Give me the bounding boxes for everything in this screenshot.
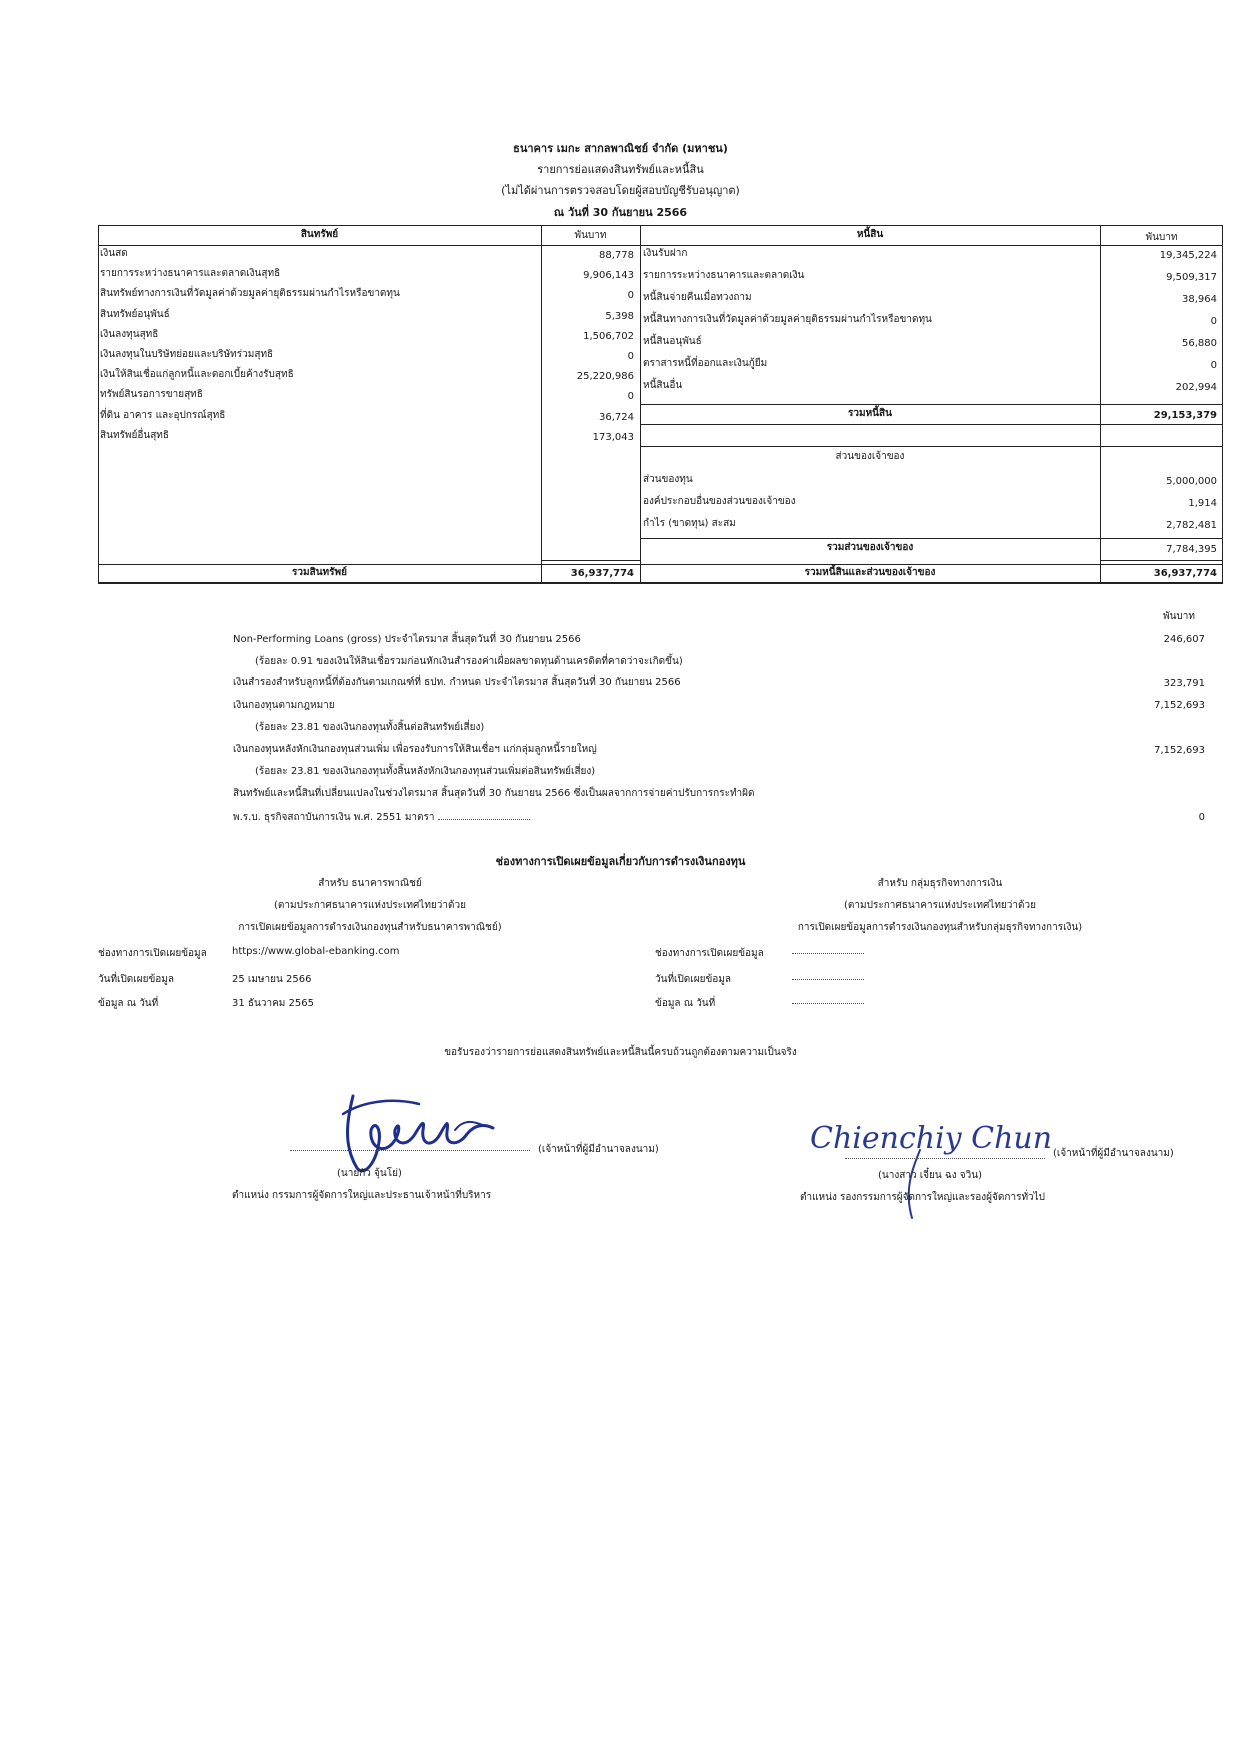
equity-row-value: 2,782,481	[1166, 520, 1217, 531]
total-liabilities-equity-value: 36,937,774	[1153, 568, 1217, 579]
assets-row-label: ทรัพย์สินรอการขายสุทธิ	[100, 389, 203, 401]
left-signer-name: (นายกัว จุ้นโย่)	[337, 1168, 402, 1179]
left-signature-line	[290, 1143, 530, 1154]
changes-label-1: สินทรัพย์และหนี้สินที่เปลี่ยนแปลงในช่วงไตรมาส สิ้นสุดวันที่ 30 กันยายน 2566 ซึ่งเป็นผลจากการจ่ายค่าปรับการกระทำผิด	[233, 788, 755, 799]
capital-after-value: 7,152,693	[1154, 745, 1205, 756]
disclosure-title: ช่องทางการเปิดเผยข้อมูลเกี่ยวกับการดำรงเงินกองทุน	[495, 855, 746, 868]
right-signer-name: (นางสาว เจี๋ยน ฉง จวิน)	[878, 1170, 982, 1181]
total-assets-label: รวมสินทรัพย์	[292, 567, 347, 578]
liabilities-unit-header: พันบาท	[1145, 232, 1178, 243]
data-as-of-label-left: ข้อมูล ณ วันที่	[98, 998, 159, 1009]
liabilities-row-label: รายการระหว่างธนาคารและตลาดเงิน	[643, 270, 805, 281]
assets-row-label: เงินให้สินเชื่อแก่ลูกหนี้และดอกเบี้ยค้างรับสุทธิ	[100, 369, 294, 381]
npl-value: 246,607	[1163, 634, 1205, 645]
date-label-left: วันที่เปิดเผยข้อมูล	[98, 974, 175, 985]
total-equity-value: 7,784,395	[1166, 544, 1217, 555]
as-of-date: ณ วันที่ 30 กันยายน 2566	[553, 206, 688, 219]
equity-row-value: 1,914	[1188, 498, 1217, 509]
assets-row-label: เงินลงทุนในบริษัทย่อยและบริษัทร่วมสุทธิ	[100, 349, 274, 360]
disclosure-left-line3: การเปิดเผยข้อมูลการดำรงเงินกองทุนสำหรับธนาคารพาณิชย์)	[238, 922, 502, 933]
reserve-value: 323,791	[1163, 678, 1205, 689]
equity-row-label: ส่วนของทุน	[643, 474, 693, 485]
equity-row-value: 5,000,000	[1166, 476, 1217, 487]
assets-header: สินทรัพย์	[300, 229, 339, 240]
liabilities-row-value: 0	[1210, 316, 1217, 327]
left-role-note: (เจ้าหน้าที่ผู้มีอำนาจลงนาม)	[538, 1144, 659, 1155]
liabilities-header: หนี้สิน	[856, 229, 884, 240]
total-equity-label: รวมส่วนของเจ้าของ	[826, 542, 914, 553]
reserve-label: เงินสำรองสำหรับลูกหนี้ที่ต้องกันตามเกณฑ์ที่ ธปท. กำหนด ประจำไตรมาส สิ้นสุดวันที่ 30 กันยายน 2566	[233, 677, 681, 688]
right-signer-title: ตำแหน่ง รองกรรมการผู้จัดการใหญ่และรองผู้จัดการทั่วไป	[800, 1192, 1046, 1203]
disclosure-left-line1: สำหรับ ธนาคารพาณิชย์	[318, 878, 422, 889]
disclosure-right-line2: (ตามประกาศธนาคารแห่งประเทศไทยว่าด้วย	[844, 900, 1036, 911]
liabilities-row-label: หนี้สินอื่น	[643, 380, 683, 391]
assets-row-value: 0	[627, 391, 634, 403]
equity-row-label: องค์ประกอบอื่นของส่วนของเจ้าของ	[643, 496, 796, 507]
assets-row-label: สินทรัพย์อนุพันธ์	[100, 308, 170, 320]
liabilities-row-value: 202,994	[1175, 382, 1217, 393]
assets-row-value: 88,778	[599, 250, 634, 261]
data-as-of-label-right: ข้อมูล ณ วันที่	[655, 998, 716, 1009]
assets-unit-header: พันบาท	[574, 230, 607, 241]
date-label-right: วันที่เปิดเผยข้อมูล	[655, 974, 732, 985]
disclosure-right-line1: สำหรับ กลุ่มธุรกิจทางการเงิน	[877, 878, 1003, 889]
capital-after-label: เงินกองทุนหลังหักเงินกองทุนส่วนเพิ่ม เพื่อรองรับการให้สินเชื่อฯ แก่กลุ่มลูกหนี้รายใหญ่	[233, 744, 597, 755]
right-signature-line	[845, 1151, 1045, 1162]
liabilities-row-label: เงินรับฝาก	[643, 248, 688, 259]
notes-unit: พันบาท	[1163, 611, 1195, 622]
date-value-left: 25 เมษายน 2566	[232, 974, 312, 985]
right-role-note: (เจ้าหน้าที่ผู้มีอำนาจลงนาม)	[1053, 1148, 1174, 1159]
assets-row-value: 36,724	[599, 411, 634, 423]
assets-row-value: 0	[627, 290, 634, 302]
equity-header: ส่วนของเจ้าของ	[835, 451, 905, 462]
liabilities-row-value: 38,964	[1182, 294, 1217, 305]
assets-row-label: เงินลงทุนสุทธิ	[100, 328, 159, 340]
liabilities-row-value: 56,880	[1182, 338, 1217, 349]
assets-row-value: 9,906,143	[583, 270, 634, 282]
liabilities-row-value: 9,509,317	[1166, 272, 1217, 283]
changes-value: 0	[1198, 812, 1205, 823]
changes-label-2: พ.ร.บ. ธุรกิจสถาบันการเงิน พ.ศ. 2551 มาตรา	[233, 810, 530, 825]
liabilities-row-value: 0	[1210, 360, 1217, 371]
total-liabilities-equity-label: รวมหนี้สินและส่วนของเจ้าของ	[804, 567, 936, 578]
total-assets-value: 36,937,774	[570, 568, 634, 579]
total-liabilities-value: 29,153,379	[1153, 410, 1217, 421]
liabilities-row-label: ตราสารหนี้ที่ออกและเงินกู้ยืม	[643, 358, 768, 369]
assets-row-value: 1,506,702	[583, 330, 634, 342]
liabilities-row-label: หนี้สินจ่ายคืนเมื่อทวงถาม	[643, 292, 752, 303]
channel-label-right: ช่องทางการเปิดเผยข้อมูล	[655, 948, 764, 959]
npl-sub: (ร้อยละ 0.91 ของเงินให้สินเชื่อรวมก่อนหักเงินสำรองค่าเผื่อผลขาดทุนด้านเครดิตที่คาดว่าจะเกิดขึ้น)	[255, 656, 683, 667]
equity-row-label: กำไร (ขาดทุน) สะสม	[643, 518, 736, 529]
capital-value: 7,152,693	[1154, 700, 1205, 711]
npl-label: Non-Performing Loans (gross) ประจำไตรมาส สิ้นสุดวันที่ 30 กันยายน 2566	[233, 634, 581, 645]
right-signature-text: Chienchiy Chun	[810, 1121, 1053, 1156]
capital-label: เงินกองทุนตามกฎหมาย	[233, 700, 335, 711]
assets-row-label: เงินสด	[100, 248, 128, 259]
balance-sheet-table	[98, 225, 1223, 583]
liabilities-row-value: 19,345,224	[1159, 250, 1217, 261]
bank-name: ธนาคาร เมกะ สากลพาณิชย์ จำกัด (มหาชน)	[513, 142, 728, 155]
assets-row-value: 5,398	[605, 310, 634, 322]
assets-row-label: รายการระหว่างธนาคารและตลาดเงินสุทธิ	[100, 268, 281, 280]
assets-row-label: สินทรัพย์อื่นสุทธิ	[100, 429, 169, 441]
left-signer-title: ตำแหน่ง กรรมการผู้จัดการใหญ่และประธานเจ้าหน้าที่บริหาร	[232, 1190, 492, 1201]
disclosure-left-line2: (ตามประกาศธนาคารแห่งประเทศไทยว่าด้วย	[274, 900, 466, 911]
assets-row-label: ที่ดิน อาคาร และอุปกรณ์สุทธิ	[100, 409, 226, 421]
capital-after-sub: (ร้อยละ 23.81 ของเงินกองทุนทั้งสิ้นหลังหักเงินกองทุนส่วนเพิ่มต่อสินทรัพย์เสี่ยง)	[255, 766, 596, 777]
capital-sub: (ร้อยละ 23.81 ของเงินกองทุนทั้งสิ้นต่อสินทรัพย์เสี่ยง)	[255, 722, 485, 733]
liabilities-row-label: หนี้สินอนุพันธ์	[643, 336, 702, 347]
audit-note: (ไม่ได้ผ่านการตรวจสอบโดยผู้สอบบัญชีรับอนุญาต)	[501, 184, 740, 197]
assets-row-value: 173,043	[592, 431, 634, 443]
assets-row-label: สินทรัพย์ทางการเงินที่วัดมูลค่าด้วยมูลค่ายุติธรรมผ่านกำไรหรือขาดทุน	[100, 288, 400, 300]
assets-row-value: 25,220,986	[576, 371, 634, 383]
assets-row-value: 0	[627, 351, 634, 362]
total-liabilities-label: รวมหนี้สิน	[848, 408, 892, 419]
disclosure-right-line3: การเปิดเผยข้อมูลการดำรงเงินกองทุนสำหรับกลุ่มธุรกิจทางการเงิน)	[797, 922, 1083, 933]
data-as-of-value-left: 31 ธันวาคม 2565	[232, 998, 314, 1009]
date-value-right-blank	[792, 972, 864, 983]
channel-value-link[interactable]: https://www.global-ebanking.com	[232, 946, 400, 957]
channel-value-right-blank	[792, 946, 864, 957]
certification-statement: ขอรับรองว่ารายการย่อแสดงสินทรัพย์และหนี้สินนี้ครบถ้วนถูกต้องตามความเป็นจริง	[444, 1047, 797, 1058]
data-as-of-value-right-blank	[792, 996, 864, 1007]
channel-label-left: ช่องทางการเปิดเผยข้อมูล	[98, 948, 207, 959]
report-title: รายการย่อแสดงสินทรัพย์และหนี้สิน	[537, 163, 704, 176]
liabilities-row-label: หนี้สินทางการเงินที่วัดมูลค่าด้วยมูลค่ายุติธรรมผ่านกำไรหรือขาดทุน	[643, 314, 932, 325]
